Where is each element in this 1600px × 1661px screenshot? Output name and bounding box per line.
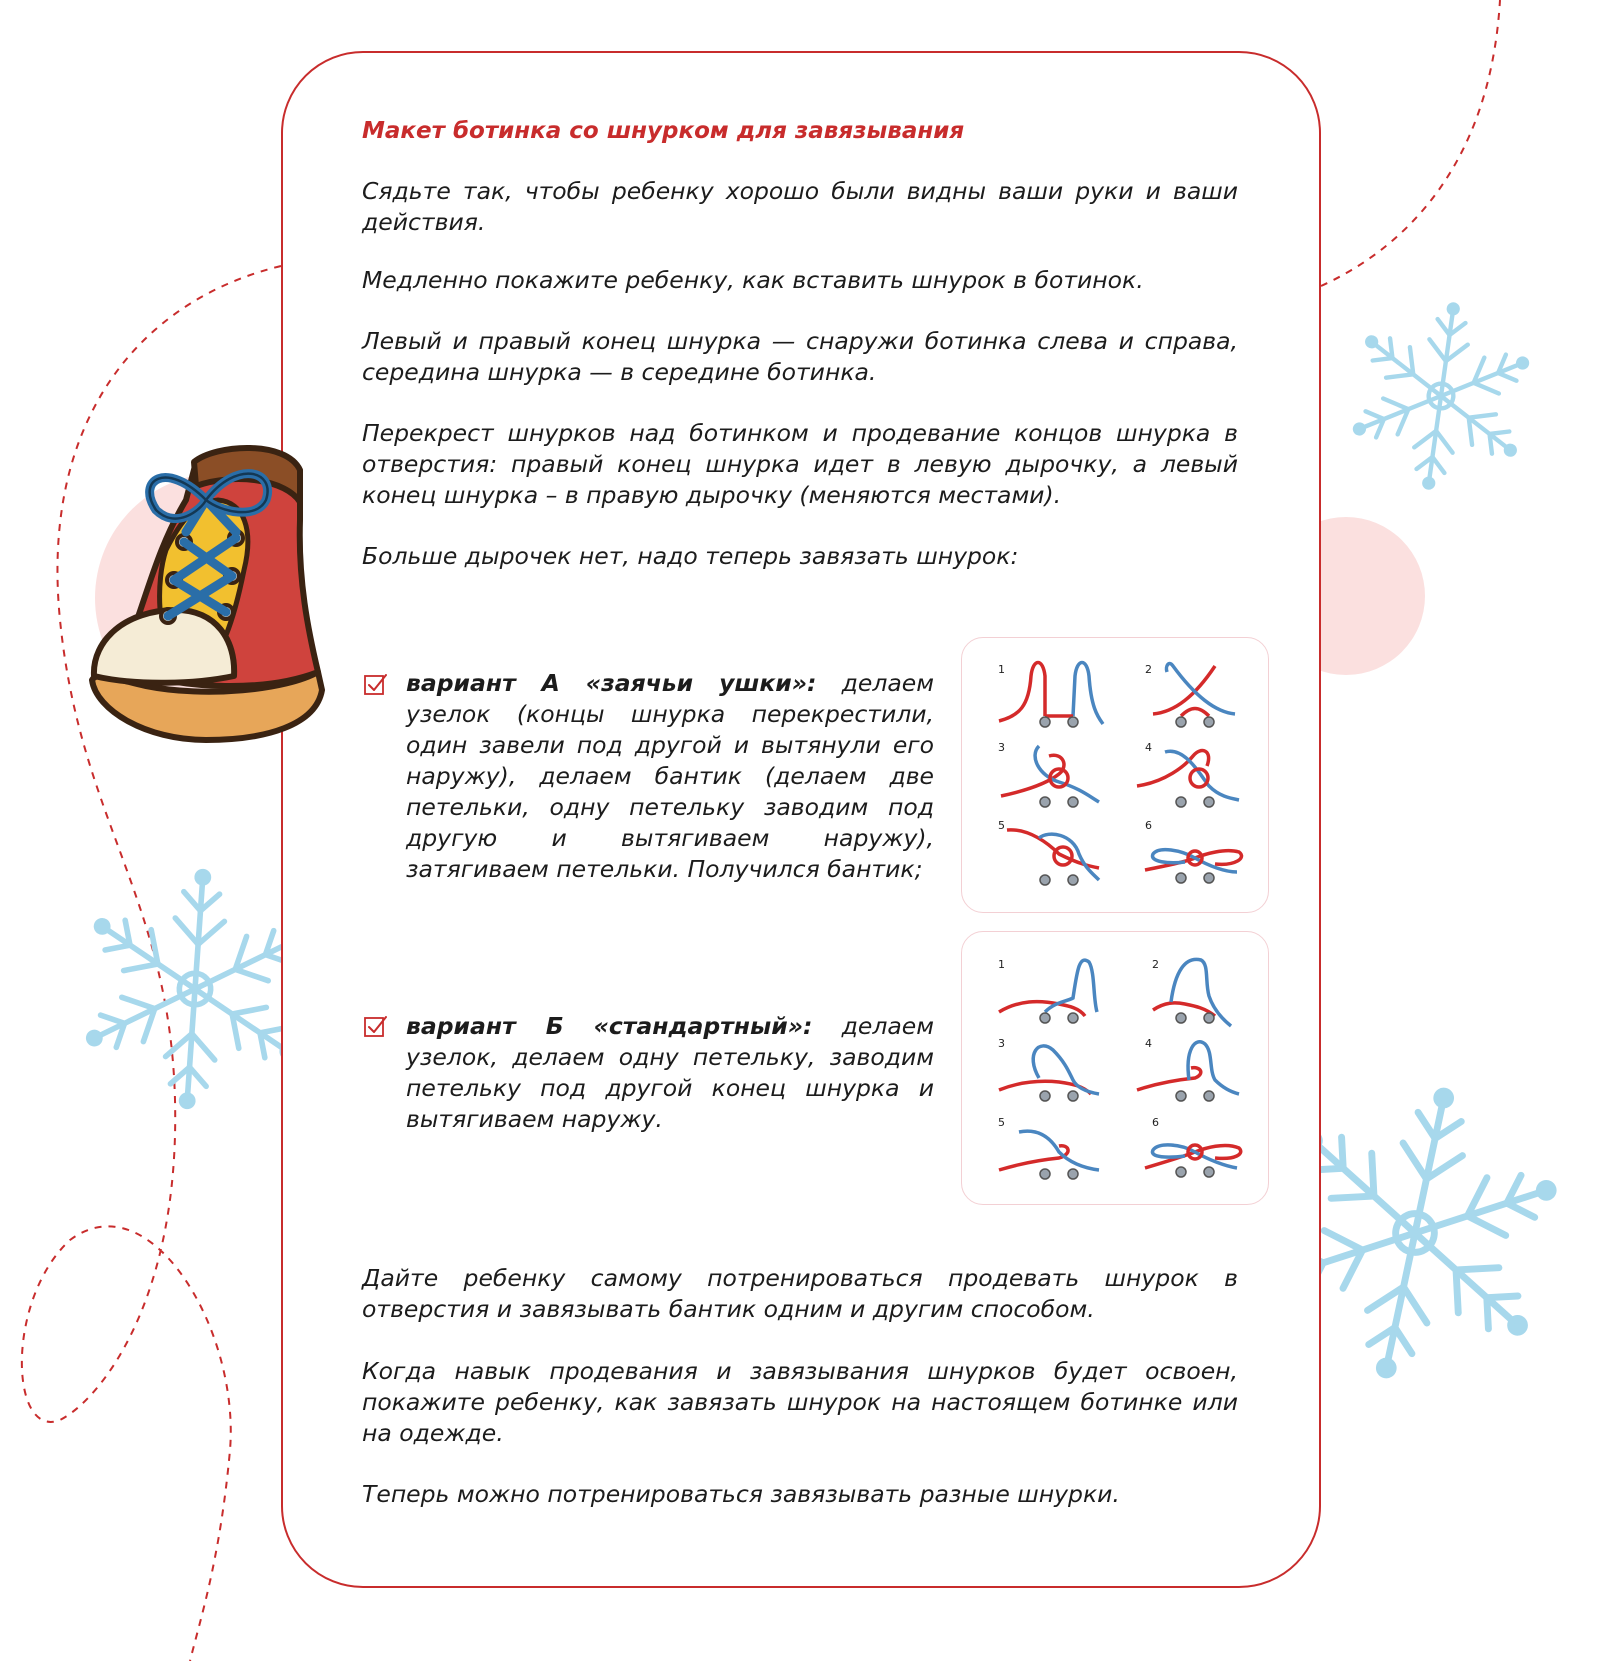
- step-number: 6: [1152, 1116, 1159, 1129]
- paragraph-real-shoe: Когда навык продевания и завязывания шнурков будет освоен, покажите ребенку, как завязать шнурок на настоящем ботинке или на одежде.: [362, 1357, 1238, 1447]
- variant-a-description: делаем узелок (концы шнурка перекрестили, один завели под другой и вытянули его наружу), делаем бантик (делаем две петельки, одну петельку заводим под другую и вытягиваем наружу), затягиваем петельки. Получился бантик;: [406, 669, 934, 883]
- variant-a-label: вариант А «заячьи ушки»:: [406, 669, 817, 697]
- step-number: 4: [1145, 1037, 1152, 1050]
- lace-diagram-variant-a: [961, 637, 1269, 913]
- step-number: 5: [998, 1116, 1005, 1129]
- paragraph-sit: Сядьте так, чтобы ребенку хорошо были видны ваши руки и ваши действия.: [362, 177, 1238, 236]
- paragraph-lace-ends: Левый и правый конец шнурка — снаружи ботинка слева и справа, середина шнурка — в середине ботинка.: [362, 327, 1238, 386]
- step-number: 3: [998, 1037, 1005, 1050]
- paragraph-cross-laces: Перекрест шнурков над ботинком и продевание концов шнурка в отверстия: правый конец шнурка идет в левую дырочку, а левый конец шнурка – в правую дырочку (меняются местами).: [362, 419, 1238, 509]
- variant-b-text: [406, 1011, 934, 1135]
- variant-b-label: вариант Б «стандартный»:: [406, 1012, 813, 1040]
- checkbox-icon: [363, 672, 389, 698]
- paragraph-different-laces: Теперь можно потренироваться завязывать разные шнурки.: [362, 1480, 1120, 1508]
- dashed-curve-right: [1321, 0, 1500, 286]
- variant-a-text: [406, 668, 934, 885]
- step-number: 3: [998, 741, 1005, 754]
- shoe-illustration: [86, 440, 326, 750]
- variant-b-description: делаем узелок, делаем одну петельку, заводим петельку под другой конец шнурка и вытягиваем наружу.: [406, 1012, 934, 1133]
- paragraph-no-more-holes: Больше дырочек нет, надо теперь завязать шнурок:: [362, 542, 1019, 570]
- paragraph-practice: Дайте ребенку самому потренироваться продевать шнурок в отверстия и завязывать бантик одним и другим способом.: [362, 1264, 1238, 1323]
- step-number: 1: [998, 958, 1005, 971]
- step-number: 1: [998, 663, 1005, 676]
- paragraph-insert-lace: Медленно покажите ребенку, как вставить шнурок в ботинок.: [362, 266, 1144, 294]
- page-title: Макет ботинка со шнурком для завязывания: [362, 118, 965, 144]
- snowflake-top-right: [1339, 292, 1542, 500]
- step-number: 4: [1145, 741, 1152, 754]
- step-number: 2: [1145, 663, 1152, 676]
- checkbox-icon: [363, 1014, 389, 1040]
- step-number: 2: [1152, 958, 1159, 971]
- lace-diagram-variant-b: [961, 931, 1269, 1205]
- step-number: 5: [998, 819, 1005, 832]
- step-number: 6: [1145, 819, 1152, 832]
